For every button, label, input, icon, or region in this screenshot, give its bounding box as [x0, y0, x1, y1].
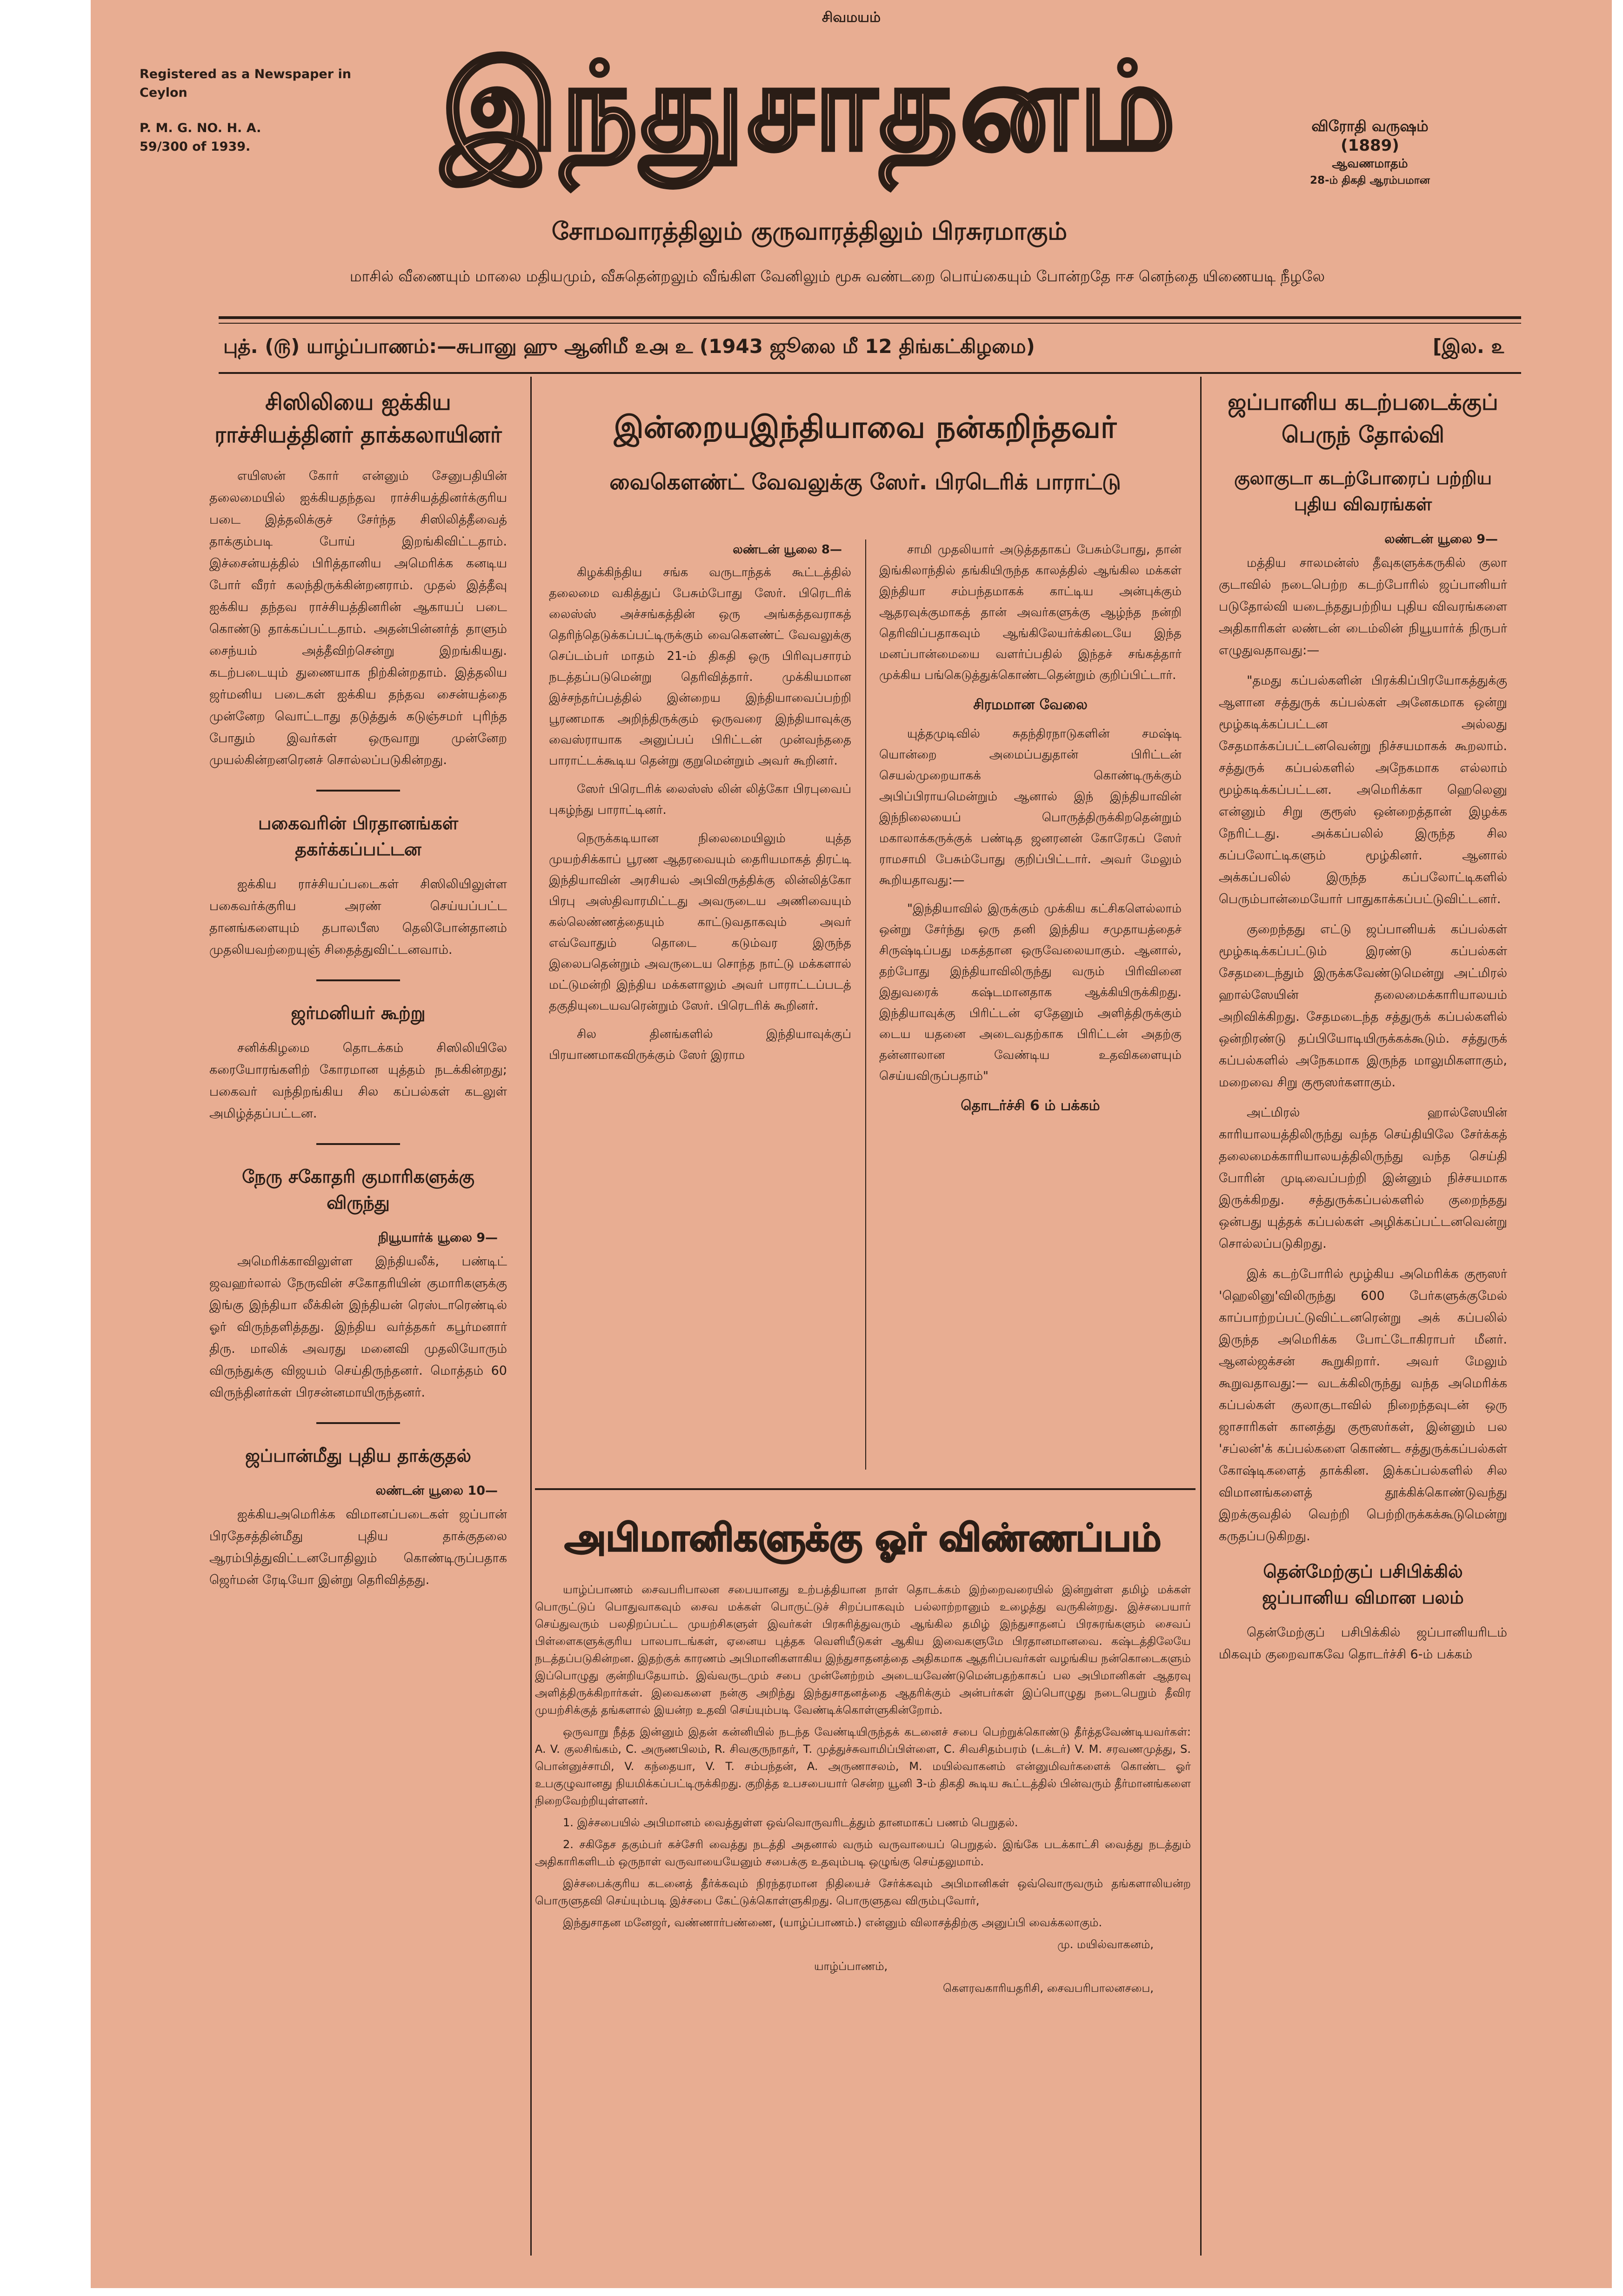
masthead-rule-top-thin	[219, 323, 1521, 324]
registration-line-3: 59/300 of 1939.	[140, 140, 251, 154]
separator	[316, 1143, 400, 1145]
appeal-paragraph-3: 1. இச்சபையில் அபிமானம் வைத்துள்ள ஒவ்வொருவரிடத்தும் தானமாகப் பணம் பெறுதல்.	[563, 1816, 1018, 1829]
separator	[316, 979, 400, 981]
center-paragraph-6: யுத்தமுடிவில் சுதந்திரநாடுகளின் சமஷ்டி யொன்றை அமைப்பதுதான் பிரிட்டன் செயல்முறையாகக் கொண்டிருக்கும் அபிப்பிராயமென்றும் ஆனால் இந் இந்தியாவின் இந்நிலையைப் பொருத்திருக்கிறதென்றும் மகாலாக்கருக்குக் பண்டித ஜனரனன் கோரேகப் ஸேர் ராமசாமி பேசும்போது குறிப்பிட்டார். அவர் மேலும் கூறியதாவது:—	[879, 727, 1182, 887]
left-headline-3: ஜர்மனியர் கூற்று	[291, 1003, 426, 1023]
left-article-2: ஐக்கிய ராச்சியப்படைகள் சிஸிலியிலுள்ள பகைவர்க்குரிய அரண் செய்யப்பட்ட தானங்களையும் தபாலபீஸ தெலிபோன்தானம் முதலியவற்றையுஞ் சிதைத்துவிட்டனவாம்.	[209, 877, 507, 957]
left-headline-1: சிஸிலியை ஐக்கிய ராச்சியத்தினர் தாக்கலாயினர்	[214, 389, 502, 448]
center-quote: "இந்தியாவில் இருக்கும் முக்கிய கட்சிகளெல்லாம் ஒன்று சேர்ந்து ஒரு தனி இந்திய சமுதாயத்தைச் சிருஷ்டிப்பது மகத்தான ஒருவேலையாகும். ஆனால், தற்போது இந்தியாவிலிருந்து வரும் பிரிவினை இதுவரைக் கஷ்டமானதாக ஆக்கியிருக்கிறது. இந்தியாவுக்கு பிரிட்டன் ஏதேனும் அளித்திருக்கும் டைய யதனை அடைவதற்காக பிரிட்டன் அதற்கு தன்னாலான வேண்டிய உதவிகளையும் செய்யவிருப்பதாம்"	[879, 902, 1182, 1083]
left-article-5: ஐக்கியஅமெரிக்க விமானப்படைகள் ஜப்பான் பிரதேசத்தின்மீது புதிய தாக்குதலை ஆரம்பித்துவிட்டனபோதிலும் கொண்டிருப்பதாக ஜெர்மன் ரேடியோ இன்று தெரிவித்தது.	[209, 1507, 507, 1587]
left-article-4: அமெரிக்காவிலுள்ள இந்தியலீக், பண்டிட் ஜவஹர்லால் நேருவின் சகோதரியின் குமாரிகளுக்கு இங்கு இந்தியா லீக்கின் இந்தியன் ரெஸ்டாரெண்டில் ஓர் விருந்தளித்தது. இந்திய வர்த்தகர் கபூர்மனார் திரு. மாலிக் அவரது மனைவி முதலியோரும் விருந்துக்கு விஜயம் செய்திருந்தனர். மொத்தம் 60 விருந்தினர்கள் பிரசன்னமாயிருந்தனர்.	[209, 1254, 507, 1400]
year-info-line-3: ஆவணமாதம்	[1332, 157, 1408, 171]
center-column-1	[549, 539, 851, 1073]
left-headline-4: நேரு சகோதரி குமாரிகளுக்கு விருந்து	[242, 1166, 474, 1213]
registration-line-2: P. M. G. NO. H. A.	[140, 121, 261, 135]
appeal-top-rule	[535, 1488, 1196, 1490]
right-paragraph-5: இக் கடற்போரில் மூழ்கிய அமெரிக்க குரூஸர் 'ஹெலினு'விலிருந்து 600 பேர்களுக்குமேல் காப்பாற்றப்பட்டுவிட்டனரென்று அக் கப்பலில் இருந்த அமெரிக்க போட்டோகிராபர் மீனர். ஆனல்ஜக்சன் கூறுகிறார். அவர் மேலும் கூறுவதாவது:— வடக்கிலிருந்து வந்த அமெரிக்க கப்பல்கள் குலாகுடாவில் நிறைந்தவுடன் ஒரு ஜாசாரிகள் கானத்து குரூஸர்கள், இன்னும் பல 'சப்லன்'க் கப்பல்களை கொண்ட சத்துருக்கப்பல்கள் கோஷ்டிகளைத் தாக்கின. இக்கப்பல்களில் சில விமானங்களைத் தூக்கிக்கொண்டுவந்து இறக்குவதில் வெற்றி பெற்றிருக்கக்கூடுமென்று கருதப்படுகிறது.	[1219, 1267, 1507, 1544]
appeal-place: யாழ்ப்பாணம்,	[814, 1960, 888, 1973]
registration-line-1: Registered as a Newspaper in Ceylon	[140, 67, 351, 100]
center-subheadline: வைகௌண்ட் வேவலுக்கு ஸேர். பிரடெரிக் பாராட்டு	[609, 469, 1121, 494]
appeal-signature: மு. மயில்வாகனம்,	[1057, 1938, 1154, 1951]
appeal-paragraph-2: ஒருவாறு நீத்த இன்னும் இதன் கன்னியில் நடந்த வேண்டியிருந்தக் கடனைச் சபை பெற்றுக்கொண்டு தீர்த்தவேண்டியவர்கள்: A. V. குலசிங்கம், C. அருணபிலம், R. சிவகுருநாதர், T. முத்துச்சுவாமிப்பிள்ளை, C. சிவசிதம்பரம் (டக்டர்) V. M. சரவணமுத்து, S. பொன்னுச்சாமி, V. கந்தையா, V. T. சம்பந்தன், A. அருணாசலம், M. மயில்வாகனம் என்னுமிவர்களைக் கொண்ட ஓர் உபகுழுவானது நியமிக்கப்பட்டிருக்கிறது. குறித்த உபசபையார் சென்ற யூனி 3-ம் திகதி கூடிய கூட்டத்தில் பின்வரும் தீர்மானங்களை நிறைவேற்றியுள்ளனர்.	[535, 1725, 1191, 1807]
center-paragraph-4: சில தினங்களில் இந்தியாவுக்குப் பிரயாணமாகவிருக்கும் ஸேர் இராம	[549, 1027, 851, 1062]
dateline	[223, 335, 1516, 360]
right-paragraph-3: குறைந்தது எட்டு ஜப்பானியக் கப்பல்கள் மூழ்கடிக்கப்பட்டும் இரண்டு கப்பல்கள் சேதமடைந்தும் இருக்கவேண்டுமென்று அட்மிரல் ஹால்ஸேயின் தலைமைக்காரியாலயம் அறிவிக்கிறது. சேதமடைந்த சத்துருக் கப்பல்களில் ஒன்றிரண்டு தப்பியோடியிருக்கக்கூடும். சத்துருக் கப்பல்களில் அநேகமாக இருந்த மாலுமிகளாகும், மறைவை சிறு குரூஸர்களாகும்.	[1219, 922, 1507, 1090]
appeal-headline: அபிமானிகளுக்கு ஓர் விண்ணப்பம்	[564, 1516, 1162, 1559]
center-paragraph-5: சாமி முதலியார் அடுத்ததாகப் பேசும்போது, தான் இங்கிலாந்தில் தங்கியிருந்த காலத்தில் ஆங்கில மக்கள் இந்தியா சம்பந்தமாகக் காட்டிய அன்புக்கும் ஆதரவுக்குமாகத் தான் அவர்களுக்கு ஆழ்ந்த நன்றி தெரிவிப்பதாகவும் ஆங்கிலேயர்க்கிடையே இந்த மனப்பான்மையை வளர்ப்பதில் இந்தச் சங்கத்தார் முக்கிய பங்கெடுத்துக்கொண்டதென்றும் குறிப்பிட்டார்.	[879, 543, 1182, 682]
masthead-invocation: சிவமயம்	[822, 9, 881, 26]
right-headline-2: தென்மேற்குப் பசிபிக்கில் ஜப்பானிய விமான பலம்	[1262, 1561, 1464, 1608]
center-subheading: சிரமமான வேலை	[973, 697, 1088, 713]
continuation-note: தொடர்ச்சி 6 ம் பக்கம்	[961, 1098, 1100, 1114]
center-dateline: லண்டன் யூலை 8—	[733, 543, 842, 557]
publication-schedule: சோமவாரத்திலும் குருவாரத்திலும் பிரசுரமாகும்	[551, 218, 1068, 246]
appeal-paragraph-5: இச்சபைக்குரிய கடனைத் தீர்க்கவும் நிரந்தரமான நிதியைச் சேர்க்கவும் அபிமானிகள் ஒவ்வொருவரும் தங்களாலியன்ற பொருளுதவி செய்யும்படி இச்சபை கேட்டுக்கொள்ளுகிறது. பொருளுதவ விரும்புவோர்,	[535, 1877, 1191, 1907]
appeal-paragraph-1: யாழ்ப்பாணம் சைவபரிபாலன சபையானது உற்பத்தியான நாள் தொடக்கம் இற்றைவரையில் இன்றுள்ள தமிழ் மக்கள் பொருட்டுப் பொதுவாகவும் சைவ மக்கள் பொருட்டுச் சிறப்பாகவும் பல்லாற்றானும் உழைத்து வருகின்றது. இச்சபையார் செய்துவரும் பலதிறப்பட்ட முயற்சிகளுள் இவர்கள் பிரசுரித்துவரும் ஆங்கில தமிழ் இந்துசாதனப் பிரசுரங்களும் சைவப் பிள்ளைகளுக்குரிய பாலபாடங்கள், ஏனைய புத்தக வெளியீடுகள் ஆகிய இவைகளுமே பிரதானமானவை. கஷ்டத்திலேயே நடத்தப்படுகின்றன. இதற்குக் காரணம் அபிமானிகளாகிய இந்துசாதனத்தை அதிகமாக ஆதரிப்பவர்கள் வழங்கிய நன்கொடைகளும் இப்பொழுது குன்றியதேயாம். இவ்வருடமும் சபை முன்னேற்றம் அடையவேண்டுமென்பதற்காகப் பல அபிமானிகள் ஆதரவு அளித்திருக்கிறார்கள். இவைகளை நன்கு அறிந்து இந்துசாதனத்தை ஆதரிக்கும் அன்பர்கள் இப்பொழுது நடைபெறும் தீவிர முயற்சிக்குத் தங்களால் இயன்ற உதவி செய்யும்படி வேண்டிக்கொள்ளுகின்றோம்.	[535, 1583, 1191, 1717]
right-paragraph-6: தென்மேற்குப் பசிபிக்கில் ஜப்பானியரிடம் மிகவும் குறைவாகவே தொடர்ச்சி 6-ம் பக்கம்	[1219, 1625, 1507, 1662]
newspaper-title: இந்துசாதனம்	[441, 36, 1178, 178]
right-paragraph-4: அட்மிரல் ஹால்ஸேயின் காரியாலயத்திலிருந்து வந்த செய்தியிலே சேர்க்கத் தலைமைக்காரியாலயத்திலிருந்து வந்த செய்தி போரின் முடிவைப்பற்றி இன்னும் நிச்சயமாக இருக்கிறது. சத்துருக்கப்பல்களில் குறைந்தது ஒன்பது யுத்தக் கப்பல்கள் அழிக்கப்பட்டனவென்று சொல்லப்படுகிறது.	[1219, 1105, 1507, 1251]
issue-number: [இல. ௨	[1433, 335, 1505, 358]
appeal-paragraph-4: 2. சகிதேச தகும்பர் கச்சேரி வைத்து நடத்தி அதனால் வரும் வருவாயைப் பெறுதல். இங்கே படக்காட்சி வைத்து நடத்தும் அதிகாரிகளிடம் ஒருநாள் வருவாயையேனும் சபைக்கு உதவும்படி ஒழுங்கு செய்தலுமாம்.	[535, 1838, 1191, 1868]
separator	[316, 790, 400, 792]
separator	[316, 1422, 400, 1424]
masthead-rule-top	[219, 316, 1521, 319]
appeal-article	[535, 1581, 1191, 2002]
center-paragraph-3: நெருக்கடியான நிலைமையிலும் யுத்த முயற்சிக்காப் பூரண ஆதரவையும் தைரியமாகத் திரட்டி இந்தியாவின் அரசியல் அபிவிருத்திக்கு லின்லித்கோ பிரபு அஸ்திவாரமிட்டது அவருடைய அணிவையும் கல்லெண்ணத்தையும் காட்டுவதாகவும் அவர் எவ்வோதும் தொடை கடும்வர இருந்த இலைபதென்றும் அவருடைய சொந்த நாட்டு மக்களால் மட்டுமன்றி இந்திய மக்களாலும் அவர் பாராட்டப்படத் தகுதியுடையவரென்றும் ஸேர். பிரெடரிக் கூறினர்.	[549, 832, 851, 1013]
right-paragraph-1: மத்திய சாலமன்ஸ் தீவுகளுக்கருகில் குலா குடாவில் நடைபெற்ற கடற்போரில் ஜப்பானியர் படுதோல்வி யடைந்ததுபற்றிய புதிய விவரங்களை அதிகாரிகள் லண்டன் டைம்லின் நியூயார்க் நிருபர் எழுதுவதாவது:—	[1219, 556, 1507, 658]
center-column-2	[879, 539, 1182, 1125]
year-info-line-2: (1889)	[1341, 136, 1399, 155]
left-article-1: எயிஸன் கோர் என்னும் சேனுபதியின் தலைமையில் ஐக்கியதந்தவ ராச்சியத்தினர்க்குரிய படை இத்தலிக்குச் சேர்ந்த சிஸிலித்தீவைத் தாக்கும்படி போய் இறங்கிவிட்டதாம். இச்சைன்யத்தில் பிரித்தானிய அமெரிக்க கனடிய போர் வீரர் கலந்திருக்கின்றனராம். முதல் இத்தீவு ஐக்கிய தந்தவ ராச்சியத்தினரின் ஆகாயப் படை கொண்டு தாக்கப்பட்டதாம். அதன்பின்னர்த் தாளும் சைந்யம் அத்தீவிற்சென்று இறங்கியது. கடற்படையும் துணையாக நிற்கின்றதாம். இத்தலிய ஜர்மனிய படைகள் ஐக்கிய தந்தவ சைன்யத்தை முன்னேற வொட்டாது தடுத்துக் கடுஞ்சமர் புரிந்த போதும் இவர்கள் ஒருவாறு முன்னேற முயல்கின்றனரெனச் சொல்லப்படுகின்றது.	[209, 469, 507, 767]
dateline-text: புத். (௫) யாழ்ப்பாணம்:—சுபானு ஹு ஆனிமீ ௨௮ உ (1943 ஜூலை மீ 12 திங்கட்கிழமை)	[223, 335, 1035, 358]
right-subheadline-1: குலாகுடா கடற்போரைப் பற்றிய புதிய விவரங்கள்	[1234, 468, 1492, 514]
left-dateline-4: நியூயார்க் யூலை 9—	[378, 1231, 498, 1245]
left-headline-2: பகைவரின் பிரதானங்கள் தகர்க்கப்பட்டன	[258, 813, 458, 859]
left-article-3: சனிக்கிழமை தொடக்கம் சிஸிலியிலே கரையோரங்களிற் கோரமான யுத்தம் நடக்கின்றது; பகைவர் வந்திறங்கிய சில கப்பல்கள் கடலுள் அமிழ்த்தப்பட்டன.	[209, 1041, 507, 1121]
appeal-paragraph-6: இந்துசாதன மனேஜர், வண்ணார்பண்ணை, (யாழ்ப்பாணம்.) என்னும் விலாசத்திற்கு அனுப்பி வைக்கலாகும்.	[563, 1916, 1102, 1929]
left-headline-5: ஜப்பான்மீது புதிய தாக்குதல்	[245, 1445, 471, 1466]
appeal-signature-title: கௌரவகாரியதரிசி, சைவபரிபாலனசபை,	[943, 1982, 1154, 1995]
right-dateline-1: லண்டன் யூலை 9—	[1384, 532, 1498, 546]
year-info	[1293, 116, 1447, 189]
center-column-divider	[865, 539, 866, 1470]
left-dateline-5: லண்டன் யூலை 10—	[375, 1484, 498, 1498]
year-info-line-4: 28-ம் திகதி ஆரம்பமான	[1310, 174, 1430, 186]
left-column	[209, 372, 507, 1599]
right-headline-1: ஜப்பானிய கடற்படைக்குப் பெருந் தோல்வி	[1228, 389, 1498, 448]
year-info-line-1: விரோதி வருஷம்	[1311, 117, 1429, 135]
center-headline: இன்றையஇந்தியாவை நன்கறிந்தவர்	[614, 409, 1117, 445]
right-column	[1219, 372, 1507, 1674]
center-paragraph-1: கிழக்கிந்திய சங்க வருடாந்தக் கூட்டத்தில் தலைமை வகித்துப் பேசும்போது ஸேர். பிரெடரிக் லைஸ்ஸ் அச்சங்கத்தின் ஒரு அங்கத்தவராகத் தெரிந்தெடுக்கப்பட்டிருக்கும் வைகௌண்ட் வேவலுக்கு செப்டம்பர் மாதம் 21-ம் திகதி ஒரு பிரிவுபசாரம் நடத்தப்படுமென்று தெரிவித்தார். முக்கியமான இச்சந்தர்ப்பத்தில் இன்றைய இந்தியாவைப்பற்றி பூரணமாக அறிந்திருக்கும் ஒருவரை இந்தியாவுக்கு வைஸ்ராயாக அனுப்பப் பிரிட்டன் முன்வந்ததை பாராட்டக்கூடிய தென்று குறுமென்றும் அவர் கூறினர்.	[549, 566, 851, 768]
column-divider-left	[530, 377, 532, 2256]
right-paragraph-2: "தமது கப்பல்களின் பிரக்கிப்பிரயோகத்துக்கு ஆளான சத்துருக் கப்பல்கள் அனேகமாக ஒன்று மூழ்கடிக்கப்பட்டன அல்லது சேதமாக்கப்பட்டனவென்று நிச்சயமாகக் கூறலாம். சத்துருக் கப்பல்களில் அநேகமாக எல்லாம் மூழ்கடிக்கப்பட்டன. அமெரிக்கா ஹெலெனு என்னும் சிறு குரூஸ் ஒன்றைத்தான் இழக்க நேரிட்டது. அக்கப்பலில் இருந்த சில கப்பலோட்டிகளும் மூழ்கினர். ஆனால் அக்கப்பலில் இருந்த கப்பலோட்டிகளில் பெரும்பான்மையோர் பாதுகாக்கப்பட்டுவிட்டனர்.	[1219, 673, 1507, 906]
center-paragraph-2: ஸேர் பிரெடரிக் லைஸ்ஸ் லின் லித்கோ பிரபுவைப் புகழ்ந்து பாராட்டினர்.	[549, 782, 851, 817]
column-divider-right	[1200, 377, 1202, 2256]
masthead-motto: மாசில் வீணையும் மாலை மதியமும், வீசுதென்றலும் வீங்கிள வேனிலும் மூசு வண்டறை பொய்கையும் போன்றதே ஈச னெந்தை யிணையடி நீழலே	[349, 267, 1325, 285]
